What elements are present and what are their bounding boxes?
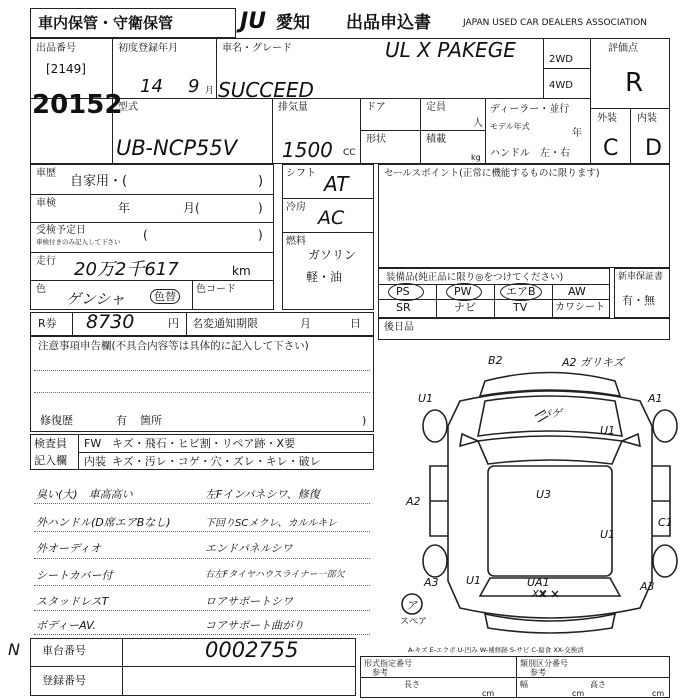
rear-seat-box [378, 318, 670, 340]
model-year-label: モデル年式 [490, 122, 530, 131]
equip-pw-circle [446, 283, 482, 301]
rear-seat-label: 後日品 [384, 322, 414, 333]
comment-right-1: 左Fインパネシワ、修復 [205, 488, 320, 501]
equip-airbag: エアB [506, 285, 536, 298]
drive-2wd: 2WD [549, 54, 573, 65]
dmg-u3-roof: U3 [536, 488, 552, 501]
dmg-u1-left-front: U1 [418, 392, 434, 405]
corner-mark: N [8, 640, 20, 659]
capacity-label: 定員 [426, 102, 446, 113]
displacement-label: 排気量 [278, 102, 308, 113]
deadline-day: 日 [350, 317, 361, 330]
score-label: 評価点 [608, 43, 638, 54]
lot-small-number: [2149] [46, 62, 86, 76]
repair-label: 修復歴 [40, 414, 73, 427]
history-close: ) [258, 174, 264, 189]
dmg-u1-right-front: U1 [600, 424, 616, 437]
equip-navi: ナビ [454, 301, 476, 314]
dim-height: 高さ [590, 680, 606, 689]
inspection-year-unit: 年 [118, 201, 131, 215]
equip-aw: AW [568, 285, 586, 298]
handle-label: ハンドル [490, 148, 530, 159]
model-year-unit: 年 [572, 128, 582, 139]
registration-number-label: 登録番号 [42, 674, 86, 687]
mileage-value: 20万2千617 [74, 259, 179, 280]
interior-label: 内装 [637, 113, 657, 124]
model-grade: UL X PAKEGE [385, 38, 516, 62]
registration-label: 初度登録年月 [118, 43, 178, 54]
equip-sr: SR [396, 301, 411, 314]
equip-ps: PS [396, 285, 410, 298]
dmg-xx: XX [532, 589, 546, 600]
color-label: 色 [36, 284, 46, 295]
registration-month: 9 [188, 76, 200, 97]
lot-label: 出品番号 [36, 43, 76, 54]
place-label: 箇所 [140, 414, 162, 427]
doors-label: ドア [366, 102, 386, 113]
displacement-unit: CC [343, 148, 356, 158]
registration-year: 14 [140, 76, 163, 97]
warranty-options: 有・無 [622, 294, 655, 307]
inspection-month-unit: 月( [183, 201, 200, 215]
dim-length: 長さ [404, 680, 420, 689]
fw-items: キズ・飛石・ヒビ割・リペア跡・X要 [112, 437, 296, 450]
shift-label: シフト [286, 168, 316, 179]
equip-leather: カワシート [555, 302, 605, 313]
type-value: UB-NCP55V [116, 136, 238, 160]
shape-label: 形状 [366, 134, 386, 145]
ac-label: 冷房 [286, 202, 306, 213]
dmg-ua1: UA1 [527, 576, 550, 589]
equip-tv: TV [513, 301, 528, 314]
fuel-options: 軽・油 [306, 270, 343, 284]
org-name: 愛知 [276, 13, 310, 33]
car-number-label: 車台番号 [42, 644, 86, 657]
exterior-score: C [603, 136, 619, 161]
dim-height-unit: cm [652, 689, 665, 698]
dmg-hood: パゲ [540, 407, 562, 420]
comment-left-4: シートカバー付 [36, 569, 113, 582]
dim-width: 幅 [520, 680, 528, 689]
comment-right-5: ロアサポートシワ [205, 595, 293, 608]
int-items: キズ・汚レ・コゲ・穴・ズレ・キレ・破レ [112, 455, 321, 468]
dmg-c1: C1 [658, 516, 673, 529]
dmg-a2-scratch: A2 ガリキズ [562, 356, 624, 369]
shift-value: AT [324, 172, 349, 196]
notes-close: ) [362, 414, 367, 427]
dmg-a2-left: A2 [406, 495, 421, 508]
inspector-label-2: 記入欄 [34, 454, 67, 467]
receipt-note: 車検付きのみ記入して下さい [36, 238, 121, 246]
fw-label: FW [84, 437, 102, 450]
sales-point-box [378, 164, 670, 268]
comment-right-6: コアサポート曲がり [205, 619, 304, 632]
capacity-unit: 人 [473, 118, 483, 129]
fuel-label: 燃料 [286, 236, 306, 247]
dealer-label: ディーラー・並行 [490, 104, 570, 115]
comment-left-2: 外ハンドル(D席エアBなし) [36, 516, 171, 529]
sheet-title: 出品申込書 [346, 13, 431, 33]
load-unit: kg [471, 153, 481, 162]
score-value: R [625, 68, 644, 98]
interior-score: D [645, 136, 662, 161]
exterior-label: 外装 [597, 113, 617, 124]
deadline-month: 月 [300, 317, 311, 330]
handle-options: 左・右 [540, 148, 570, 159]
comment-right-2: 下回りSCメクレ、カルルキレ [205, 518, 338, 529]
equipment-label: 装備品(純正品に限り◎をつけてください) [386, 272, 564, 283]
mileage-label: 走行 [36, 256, 56, 267]
color-repaint: 色替 [150, 289, 180, 304]
spare-mark: ア [406, 599, 417, 612]
registration-month-unit: 月 [205, 86, 215, 96]
equip-pw: PW [454, 285, 472, 298]
comment-left-6: ボディーAV. [36, 619, 96, 632]
displacement-value: 1500 [282, 138, 333, 162]
equip-airbag-circle [500, 283, 542, 301]
dmg-a1: A1 [648, 392, 663, 405]
spec-note-label: 参考 [372, 668, 388, 677]
int-label: 内装 [84, 455, 106, 468]
type-label: 型式 [118, 102, 138, 113]
recycle-label: R券 [38, 317, 57, 330]
warranty-label: 新車保証書 [618, 272, 664, 282]
class-note-label: 参考 [530, 668, 546, 677]
mileage-unit: km [232, 264, 251, 278]
model-name: SUCCEED [218, 78, 314, 102]
class-number-label: 類別区分番号 [520, 659, 568, 668]
color-code-label: 色コード [196, 284, 236, 295]
inspection-close: ) [258, 201, 263, 215]
comment-right-3: エンドパネルシワ [205, 542, 293, 555]
spare-label: スペア [400, 617, 428, 627]
recycle-value: 8730 [86, 311, 135, 333]
inspection-label: 車検 [36, 198, 56, 209]
inspector-label-1: 検査員 [34, 437, 67, 450]
fuel-value: ガソリン [308, 248, 357, 262]
history-value: 自家用・( [70, 174, 128, 189]
left-title: 車内保管・守衛保管 [38, 14, 174, 32]
color-value: ゲンシャ [66, 290, 126, 308]
dmg-u1-rear: U1 [466, 574, 482, 587]
notes-label: 注意事項申告欄(不具合内容等は具体的に記入して下さい) [38, 340, 309, 352]
ju-logo: JU [240, 9, 267, 34]
receipt-label: 受検予定日 [36, 225, 86, 236]
dim-width-unit: cm [572, 689, 585, 698]
equip-ps-circle [388, 283, 424, 301]
lot-number: 20152 [32, 90, 123, 120]
dmg-u1-right-rear: U1 [600, 528, 616, 541]
comment-left-1: 臭い(大) 車高高い [36, 488, 133, 501]
dmg-a3-right: A3 [640, 580, 655, 593]
dim-length-unit: cm [482, 689, 495, 698]
drive-4wd: 4WD [549, 80, 573, 91]
history-label: 車歴 [36, 168, 56, 179]
comment-right-4: 右左Fタイヤハウスライナー一部欠 [205, 570, 345, 580]
comment-left-5: スタッドレスT [36, 595, 109, 608]
repair-value: 有 [116, 414, 127, 427]
sales-point-label: セールスポイント(正常に機能するものに限ります) [384, 168, 600, 179]
spec-number-label: 形式指定番号 [364, 659, 412, 668]
org-english: JAPAN USED CAR DEALERS ASSOCIATION [463, 18, 647, 28]
recycle-unit: 円 [168, 317, 179, 330]
model-label: 車名・グレード [222, 43, 292, 54]
deadline-label: 名変通知期限 [192, 317, 258, 330]
dmg-b2: B2 [488, 354, 503, 367]
load-label: 積載 [426, 134, 446, 145]
car-number: 0002755 [205, 638, 299, 662]
ac-value: AC [318, 207, 345, 229]
receipt-close: ) [258, 228, 263, 242]
dmg-a3-left: A3 [424, 576, 439, 589]
damage-legend: A-キズ E-エクボ U-凹み W-補修跡 S-サビ C-腐食 XX-交換済 [408, 646, 584, 654]
comment-left-3: 外オーディオ [36, 542, 102, 555]
receipt-open: ( [143, 228, 148, 242]
